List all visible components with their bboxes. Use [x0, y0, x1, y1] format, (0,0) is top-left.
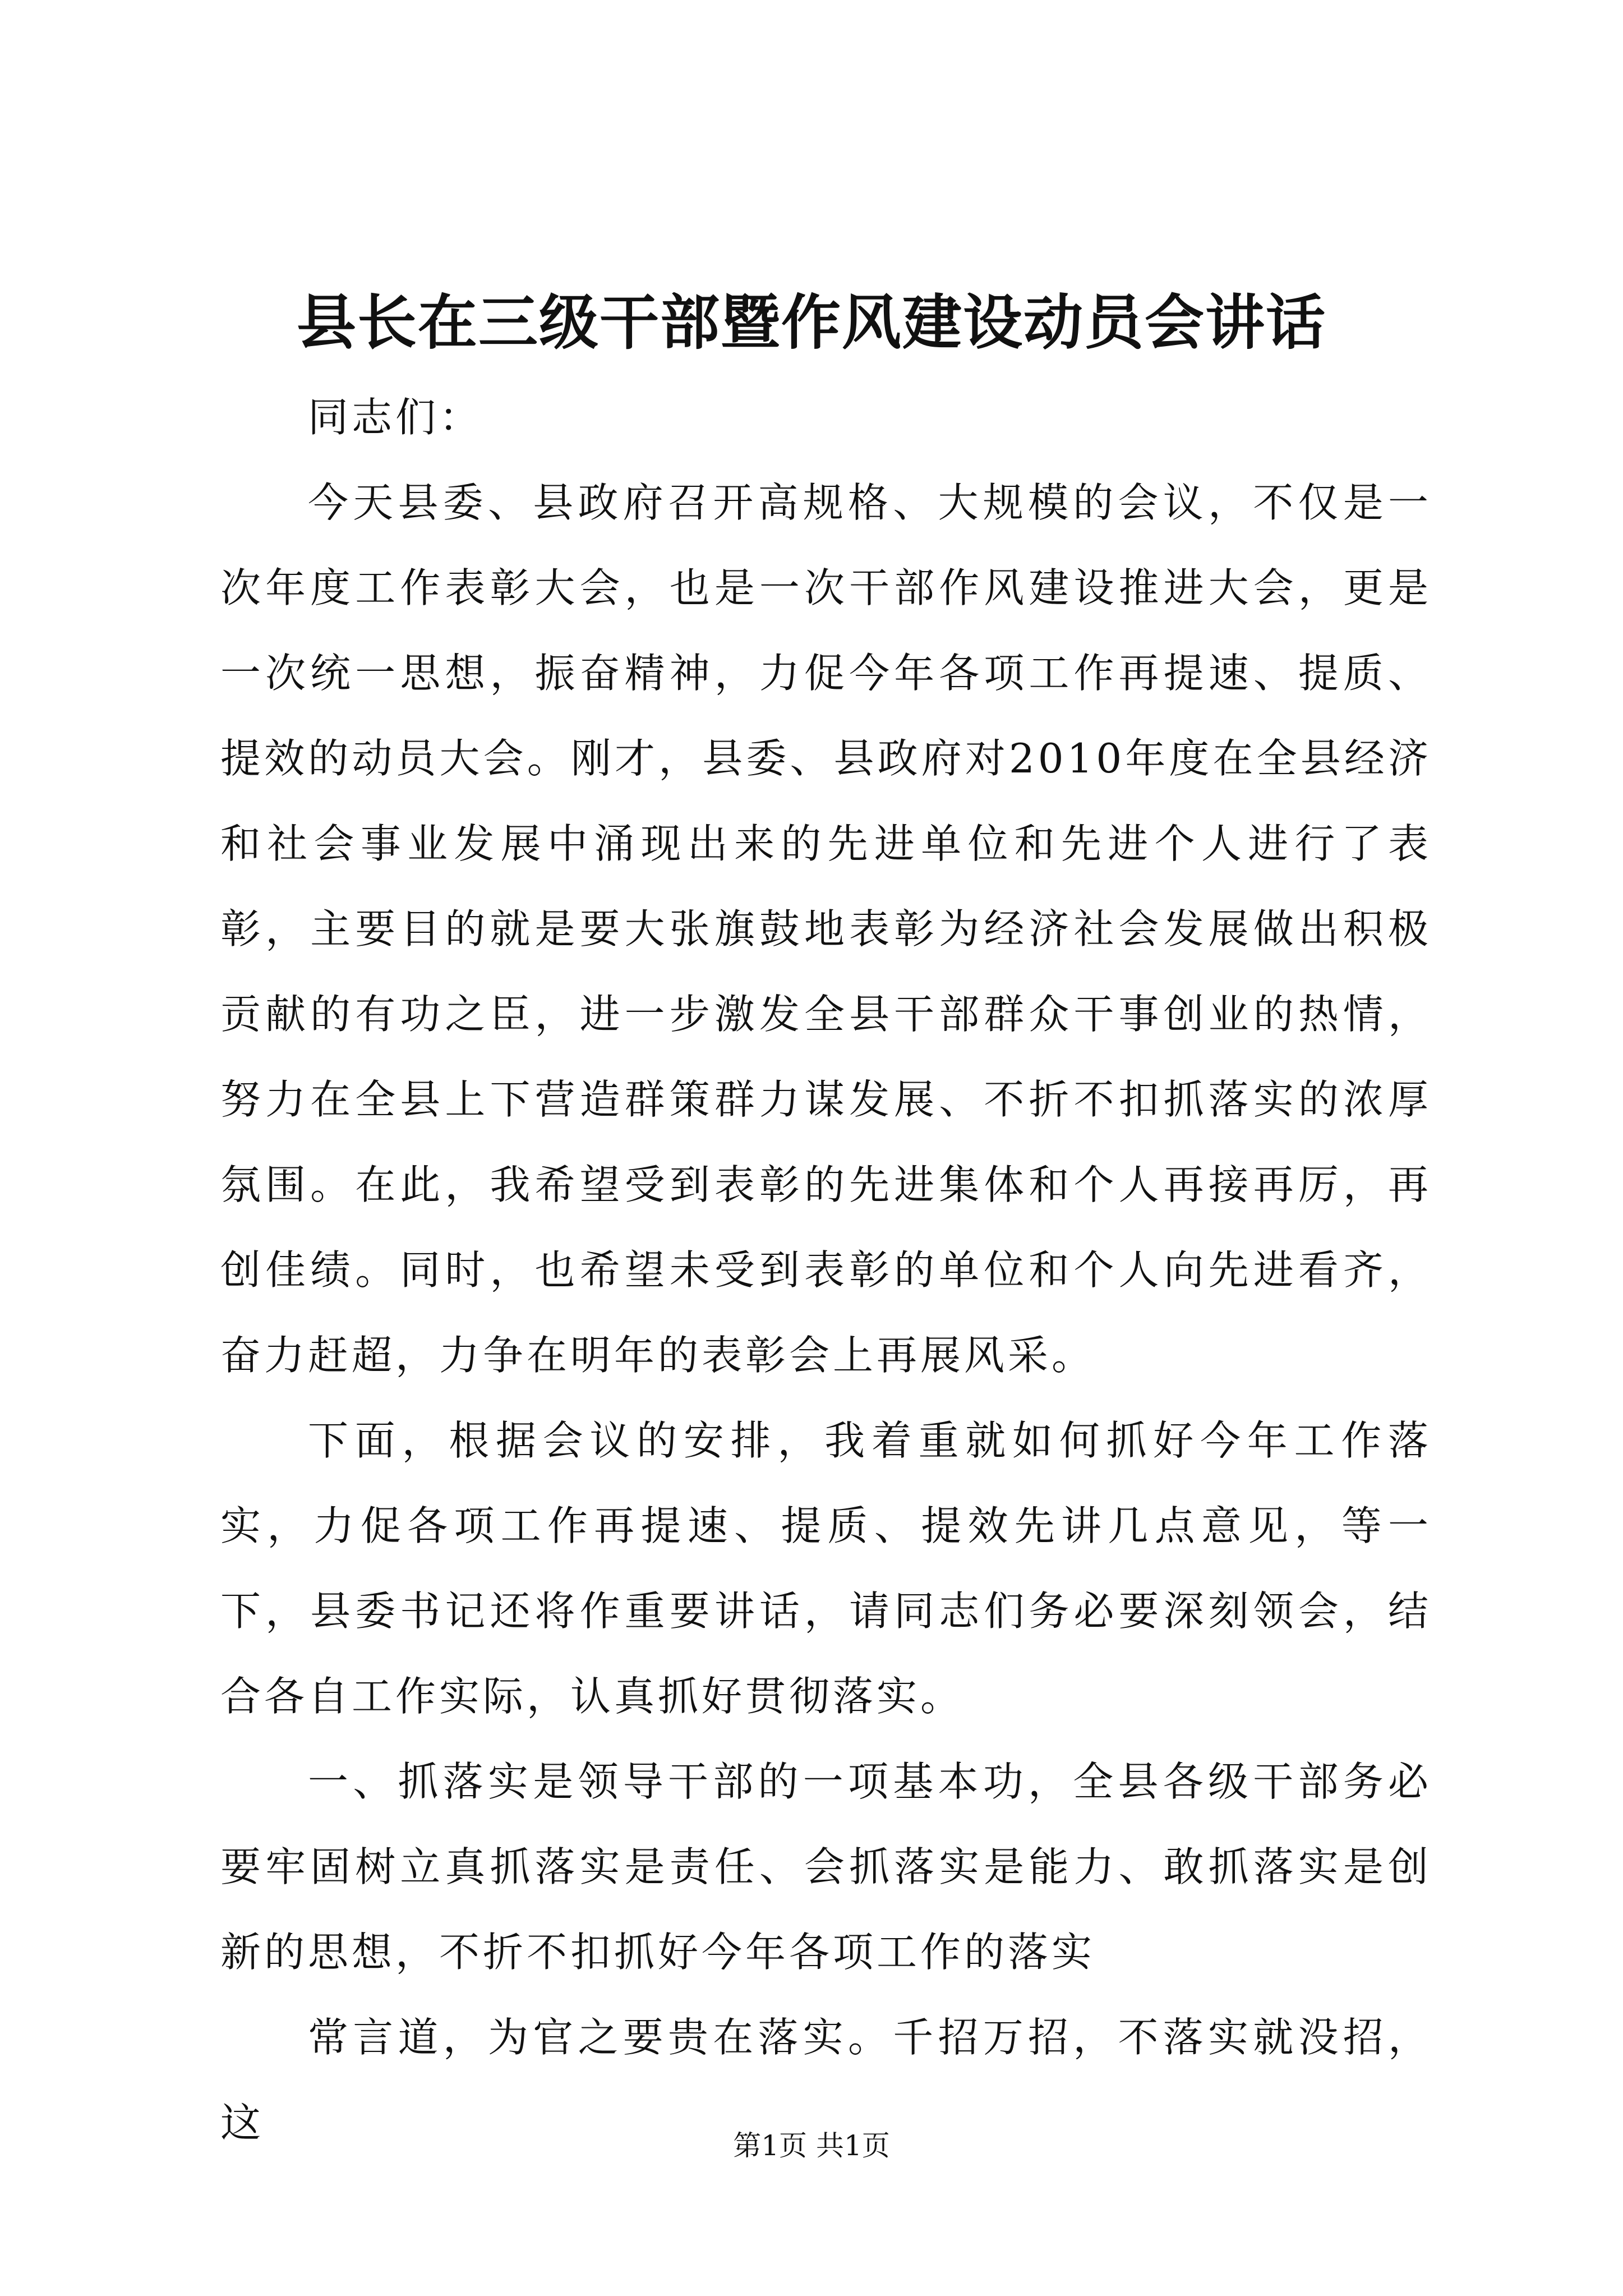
paragraph-1: 今天县委、县政府召开高规格、大规模的会议，不仅是一次年度工作表彰大会，也是一次干部作风建设推进大会，更是一次统一思想，振奋精神，力促今年各项工作再提速、提质、提效的动员大会。刚才，县委、县政府对2010年度在全县经济和社会事业发展中涌现出来的先进单位和先进个人进行了表彰，主要目的就是要大张旗鼓地表彰为经济社会发展做出积极贡献的有功之臣，进一步激发全县干部群众干事创业的热情，努力在全县上下营造群策群力谋发展、不折不扣抓落实的浓厚氛围。在此，我希望受到表彰的先进集体和个人再接再厉，再创佳绩。同时，也希望未受到表彰的单位和个人向先进看齐，奋力赶超，力争在明年的表彰会上再展风采。	[220, 479, 1432, 1379]
document-title: 县长在三级干部暨作风建设动员会讲话	[297, 287, 1326, 357]
paragraph-3: 常言道，为官之要贵在落实。千招万招，不落实就没招，这	[220, 2014, 1432, 2146]
page-footer: 第1页 共1页	[733, 2129, 890, 2162]
document-body	[220, 375, 1432, 2165]
paragraph-2: 下面，根据会议的安排，我着重就如何抓好今年工作落实，力促各项工作再提速、提质、提效先讲几点意见，等一下，县委书记还将作重要讲话，请同志们务必要深刻领会，结合各自工作实际，认真抓好贯彻落实。	[220, 1417, 1432, 1720]
section-heading-1: 一、抓落实是领导干部的一项基本功，全县各级干部务必要牢固树立真抓落实是责任、会抓落实是能力、敢抓落实是创新的思想，不折不扣抓好今年各项工作的落实	[220, 1758, 1432, 1976]
salutation: 同志们：	[308, 394, 483, 441]
